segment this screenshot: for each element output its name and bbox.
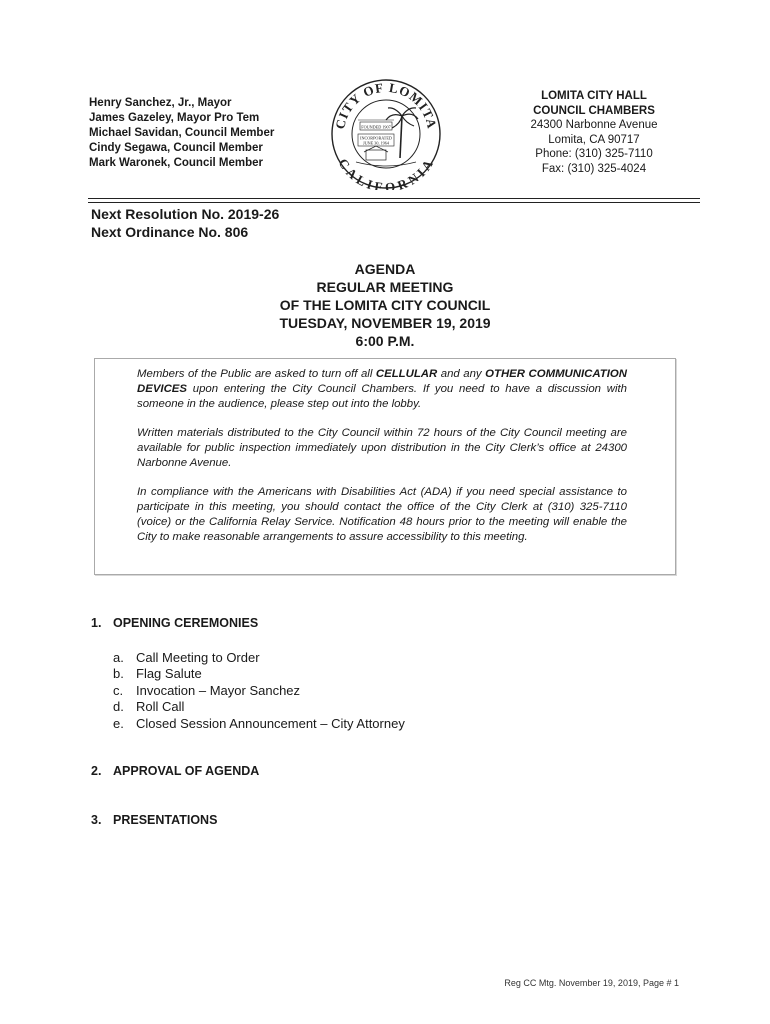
city-hall-street: 24300 Narbonne Avenue bbox=[530, 119, 658, 131]
section-heading: 3. PRESENTATIONS bbox=[91, 813, 218, 827]
next-numbers bbox=[91, 205, 279, 241]
city-seal bbox=[330, 78, 442, 190]
notice-devices: Members of the Public are asked to turn off all CELLULAR and any OTHER COMMUNICATION DEVICES upon entering the City Council Chambers. If you need to have a discussion with someone in the audience, please step out into the lobby. bbox=[137, 368, 627, 410]
council-member: Michael Savidan, Council Member bbox=[89, 127, 275, 139]
next-ordinance: Next Ordinance No. 806 bbox=[91, 224, 249, 240]
council-member: James Gazeley, Mayor Pro Tem bbox=[89, 112, 260, 124]
seal-founded: FOUNDED 1907 bbox=[361, 124, 391, 130]
list-item: b. Flag Salute bbox=[113, 666, 202, 682]
council-member: Mark Waronek, Council Member bbox=[89, 157, 264, 169]
title-line: TUESDAY, NOVEMBER 19, 2019 bbox=[279, 315, 491, 331]
public-notice-box bbox=[94, 358, 676, 575]
palm-tree-icon bbox=[386, 108, 418, 158]
header-divider bbox=[88, 198, 700, 199]
city-hall-city: Lomita, CA 90717 bbox=[548, 133, 640, 146]
title-line: AGENDA bbox=[354, 261, 416, 277]
seal-incorporated: INCORPORATED bbox=[360, 135, 392, 141]
notice-ada: In compliance with the Americans with Disabilities Act (ADA) if you need special assistance to participate in this meeting, you should contact the office of the City Clerk at (310) 325-7110 (voice) or the California Relay Service. Notification 48 hours prior to the meeting will enable the City to make reasonable arrangements to assure accessibility to this meeting. bbox=[137, 486, 627, 543]
seal-bottom-text: CALIFORNIA bbox=[335, 155, 437, 190]
svg-text:CALIFORNIA bbox=[335, 156, 436, 190]
seal-top-text: CITY OF LOMITA bbox=[332, 79, 440, 131]
list-item: e. Closed Session Announcement – City Attorney bbox=[113, 715, 405, 731]
title-line: 6:00 P.M. bbox=[355, 333, 415, 349]
next-resolution: Next Resolution No. 2019-26 bbox=[91, 206, 280, 222]
city-hall-phone: Phone: (310) 325-7110 bbox=[535, 148, 653, 160]
council-members-list bbox=[89, 96, 274, 171]
list-item: a. Call Meeting to Order bbox=[113, 650, 260, 665]
title-line: OF THE LOMITA CITY COUNCIL bbox=[279, 297, 491, 313]
seal-incorporated-date: JUNE 30, 1964 bbox=[363, 140, 389, 146]
city-hall-fax: Fax: (310) 325-4024 bbox=[541, 162, 647, 175]
section-heading: 2. APPROVAL OF AGENDA bbox=[91, 764, 260, 778]
section-heading: 1. OPENING CEREMONIES bbox=[91, 616, 259, 630]
page-footer: Reg CC Mtg. November 19, 2019, Page # 1 bbox=[504, 978, 679, 988]
seal-building-icon bbox=[366, 150, 386, 160]
city-hall-info bbox=[500, 89, 688, 176]
title-line: REGULAR MEETING bbox=[316, 279, 454, 295]
city-hall-name: LOMITA CITY HALL bbox=[541, 90, 647, 102]
city-hall-room: COUNCIL CHAMBERS bbox=[533, 104, 655, 117]
notice-materials: Written materials distributed to the City Council within 72 hours of the City Council meeting are available for public inspection immediately upon distribution in the City Clerk’s office at 24300 Narbonne Avenue. bbox=[137, 427, 627, 469]
council-member: Cindy Segawa, Council Member bbox=[89, 142, 263, 154]
agenda-title bbox=[0, 260, 770, 350]
header-divider bbox=[88, 202, 700, 203]
list-item: d. Roll Call bbox=[113, 699, 185, 715]
agenda-item-list bbox=[113, 650, 405, 732]
list-item: c. Invocation – Mayor Sanchez bbox=[113, 682, 301, 698]
council-member: Henry Sanchez, Jr., Mayor bbox=[89, 97, 232, 109]
